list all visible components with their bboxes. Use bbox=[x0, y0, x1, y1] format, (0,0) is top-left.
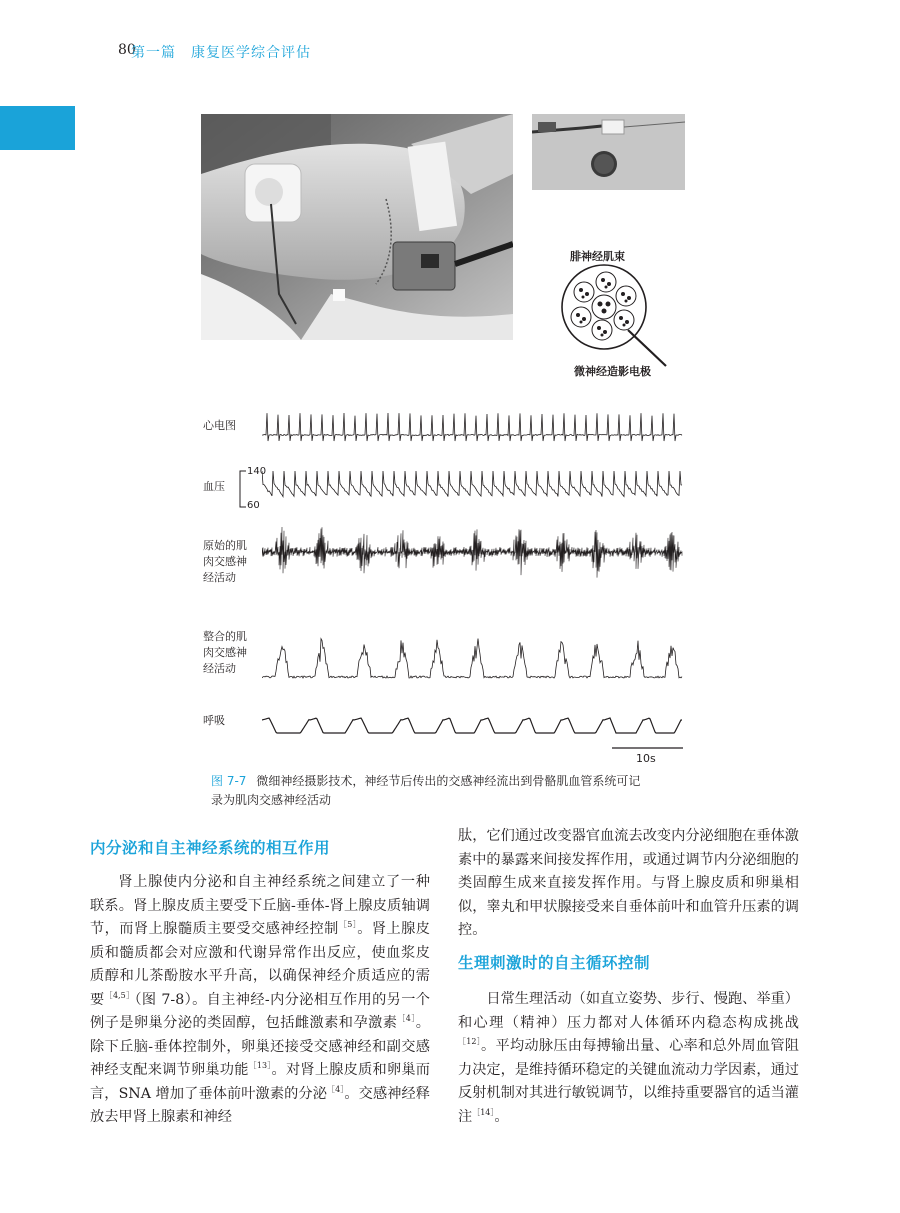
ecg-trace bbox=[262, 413, 682, 441]
trace-label-integrated-msna: 整合的肌 肉交感神 经活动 bbox=[203, 630, 247, 675]
text-run: 。交感神经释放去甲肾上腺素和神经 bbox=[90, 1085, 430, 1125]
chapter-tab-marker bbox=[0, 106, 75, 150]
right-column-body-2 bbox=[458, 988, 799, 1129]
electrode-label: 微神经造影电极 bbox=[574, 365, 651, 378]
caption-line-1: 微细神经摄影技术，神经节后传出的交感神经流出到骨骼肌血管系统可记 bbox=[256, 774, 641, 788]
section-heading-endocrine: 内分泌和自主神经系统的相互作用 bbox=[90, 839, 331, 857]
trace-label-raw-msna: 原始的肌 肉交感神 经活动 bbox=[203, 539, 247, 584]
text-run: 。平均动脉压由每搏输出量、心率和总外周血管阻力决定，是维持循环稳定的关键血流动力学因素，通过反射机制对其进行敏锐调节，以维持重要器官的适当灌注 bbox=[458, 1038, 799, 1125]
integrated-msna-trace bbox=[262, 639, 682, 679]
nerve-fascicle-diagram bbox=[556, 262, 676, 372]
text-run: 。 bbox=[494, 1108, 509, 1125]
text-run: （图 7-8）。自主神经-内分泌相互作用的另一个例子是卵巢分泌的类固醇，包括雌激素和孕激素 bbox=[90, 991, 430, 1031]
right-continuation: 肽，它们通过改变器官血流去改变内分泌细胞在垂体激素中的暴露来间接发挥作用，或通过调节内分泌细胞的类固醇生成来直接发挥作用。与肾上腺皮质和卵巢相似，睾丸和甲状腺接受来自垂体前叶和血管升压素的调控。 bbox=[458, 828, 799, 938]
raw-msna-trace bbox=[262, 527, 682, 578]
page-number: 80 bbox=[118, 42, 136, 58]
bp-trace bbox=[262, 471, 682, 497]
section-heading-circulation: 生理刺激时的自主循环控制 bbox=[458, 954, 651, 972]
respiration-trace bbox=[262, 718, 682, 733]
figure-caption bbox=[211, 772, 691, 810]
citation-ref: ［4］ bbox=[326, 1084, 345, 1094]
right-paragraph bbox=[458, 988, 799, 1129]
right-column-body bbox=[458, 825, 799, 943]
text-run: 日常生理活动（如直立姿势、步行、慢跑、举重）和心理（精神）压力都对人体循环内稳态构成挑战 bbox=[458, 991, 799, 1031]
microneurography-photo bbox=[201, 114, 513, 340]
citation-ref: ［12］ bbox=[458, 1037, 482, 1046]
citation-ref: ［4,5］ bbox=[104, 990, 135, 1000]
bp-scale-bottom: 60 bbox=[247, 500, 260, 511]
bp-scale-top: 140 bbox=[247, 466, 267, 477]
bp-scale-bracket bbox=[238, 470, 248, 510]
trace-label-ecg: 心电图 bbox=[203, 419, 236, 432]
caption-line-2: 录为肌肉交感神经活动 bbox=[211, 793, 332, 807]
citation-ref: ［5］ bbox=[338, 920, 358, 929]
left-column-body bbox=[90, 871, 430, 1130]
left-paragraph bbox=[90, 871, 430, 1130]
figure-number: 图 7-7 bbox=[211, 774, 247, 788]
citation-ref: ［14］ bbox=[472, 1107, 495, 1117]
physiological-traces bbox=[262, 405, 686, 755]
trace-label-respiration: 呼吸 bbox=[203, 714, 225, 727]
fascicle-label: 腓神经肌束 bbox=[570, 250, 625, 263]
citation-ref: ［13］ bbox=[248, 1061, 272, 1070]
citation-ref: ［4］ bbox=[397, 1014, 416, 1023]
text-run: 。肾上腺皮质和髓质都会对应激和代谢异常作出反应，使血浆皮质醇和儿茶酚胺水平升高，以确保神经介质适应的需要 bbox=[90, 921, 430, 1008]
time-scale-label: 10s bbox=[636, 752, 656, 765]
running-title: 第一篇 康复医学综合评估 bbox=[131, 45, 311, 61]
text-run: 肾上腺使内分泌和自主神经系统之间建立了一种联系。肾上腺皮质主要受下丘脑-垂体-肾上腺皮质轴调节，而肾上腺髓质主要受交感神经控制 bbox=[90, 874, 430, 937]
text-run: 。对肾上腺皮质和卵巢而言，SNA 增加了垂体前叶激素的分泌 bbox=[90, 1062, 430, 1102]
electrode-coin-photo bbox=[532, 114, 685, 190]
trace-label-bp: 血压 bbox=[203, 480, 225, 493]
text-run: 。除下丘脑-垂体控制外，卵巢还接受交感神经和副交感神经支配来调节卵巢功能 bbox=[90, 1015, 430, 1078]
